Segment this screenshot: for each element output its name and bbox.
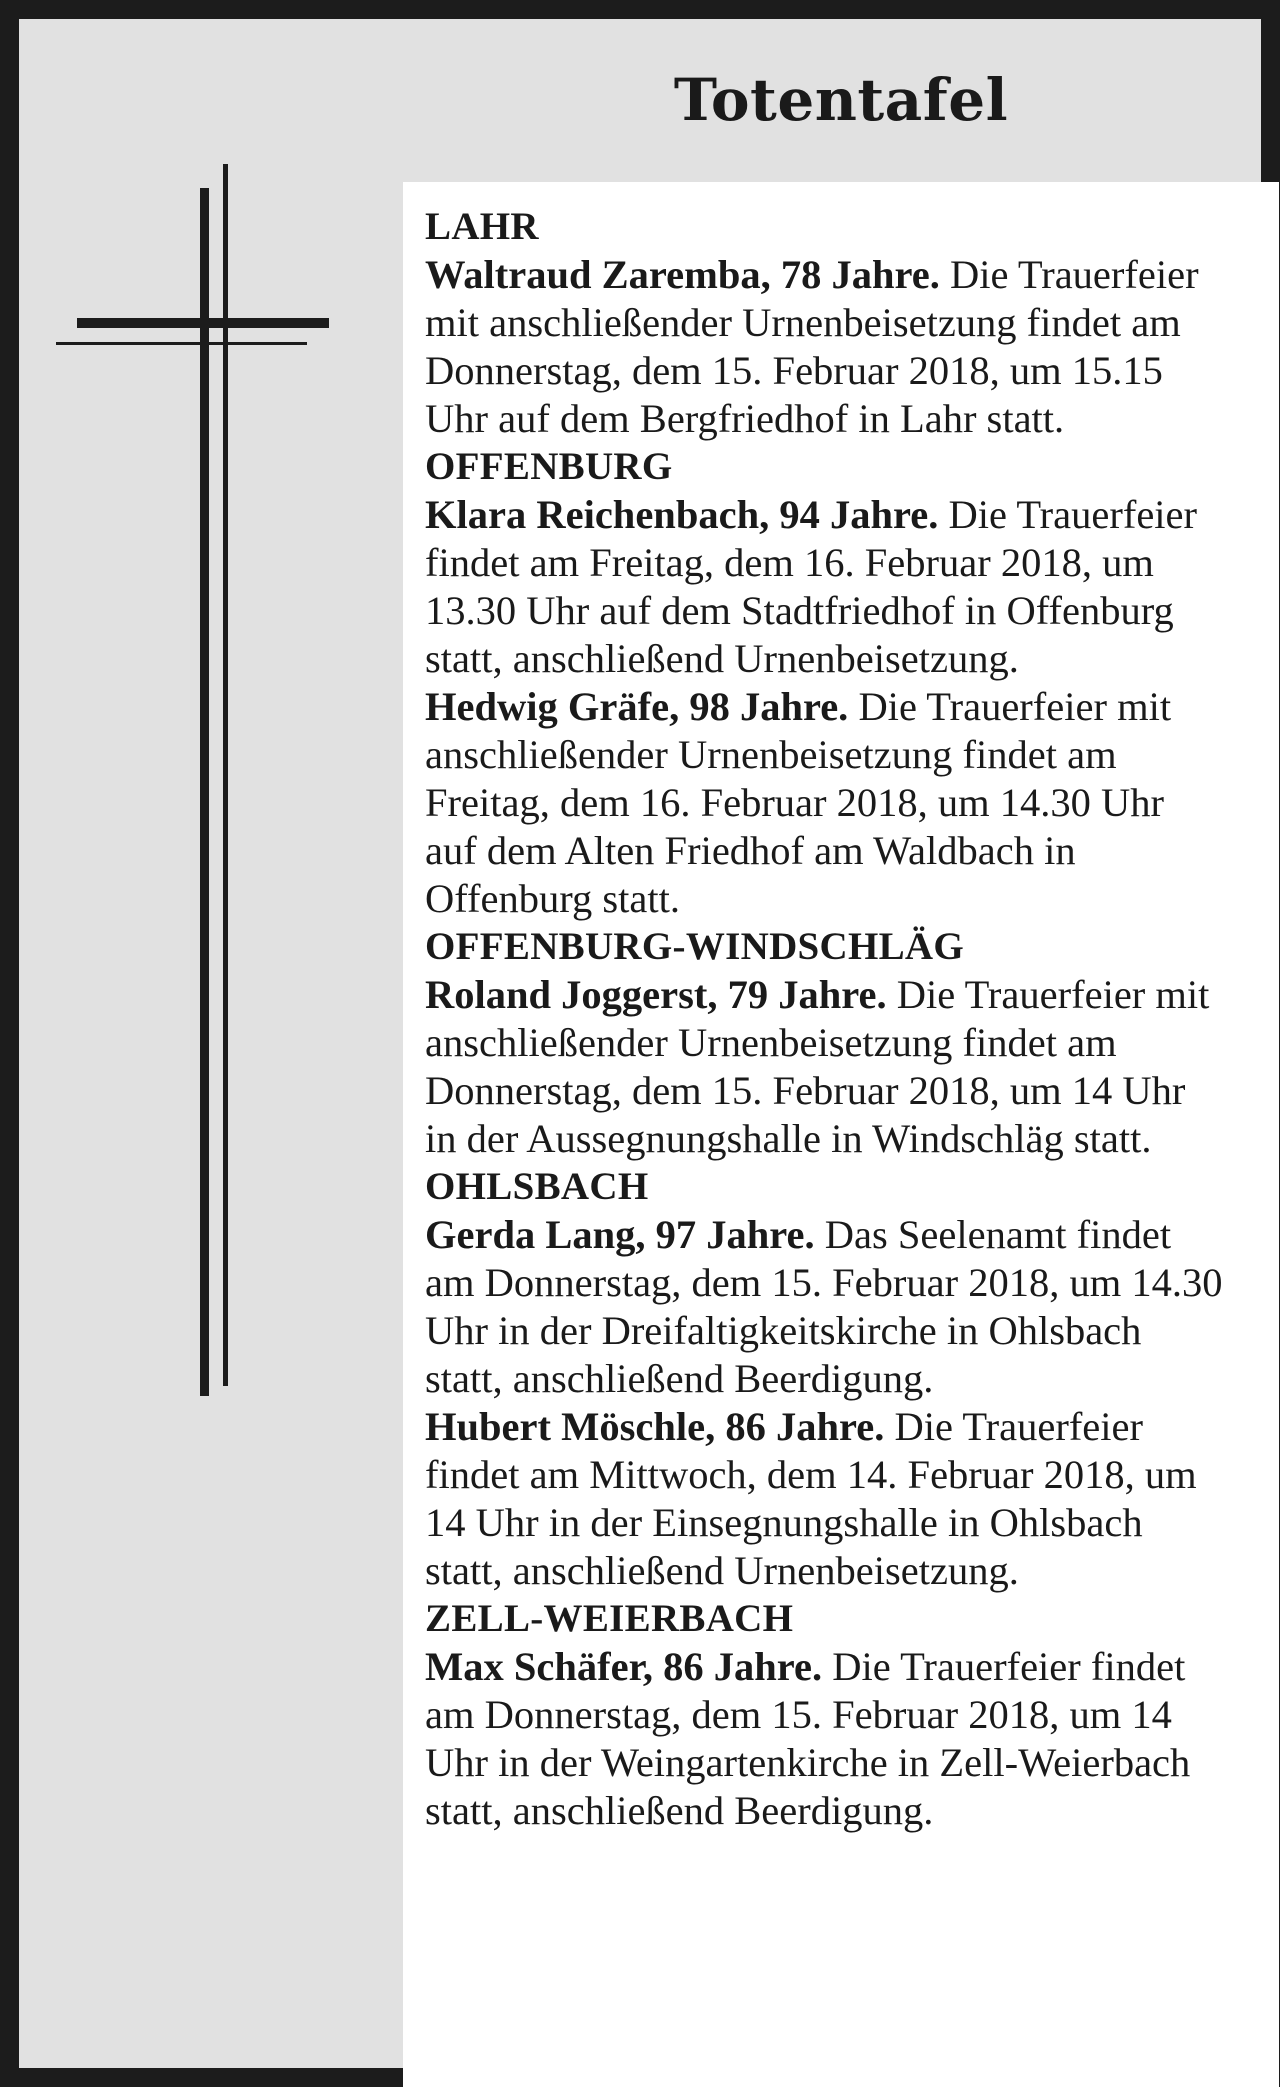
deceased-name: Hedwig Gräfe, 98 Jahre. — [425, 684, 849, 729]
deceased-name: Waltraud Zaremba, 78 Jahre. — [425, 252, 940, 297]
funeral-details: Das Seelenamt findet am Donnerstag, dem 15. Februar 2018, um 14.30 Uhr in der Dreifaltigkeitskirche in Ohlsbach statt, anschließend Beerdigung. — [425, 1212, 1223, 1401]
funeral-details: Die Trauerfeier mit anschließender Urnenbeisetzung findet am Donnerstag, dem 15. Februar 2018, um 15.15 Uhr auf dem Bergfriedhof in Lahr statt. — [425, 252, 1199, 441]
section-place-heading: OFFENBURG-WINDSCHLÄG — [425, 925, 965, 968]
deceased-name: Gerda Lang, 97 Jahre. — [425, 1212, 815, 1257]
funeral-details: Die Trauerfeier findet am Donnerstag, dem 15. Februar 2018, um 14 Uhr in der Weingartenkirche in Zell-Weierbach statt, anschließend Beerdigung. — [425, 1644, 1191, 1833]
cross-vertical-bar-left — [200, 188, 209, 1396]
obituary-list — [425, 203, 1225, 1835]
section-place-heading: ZELL-WEIERBACH — [425, 1597, 794, 1640]
cross-horizontal-bar-thick — [77, 318, 329, 328]
cross-icon — [19, 19, 403, 1519]
section-place-heading: LAHR — [425, 205, 539, 248]
funeral-details: Die Trauerfeier findet am Mittwoch, dem 14. Februar 2018, um 14 Uhr in der Einsegnungshalle in Ohlsbach statt, anschließend Urnenbeisetzung. — [425, 1404, 1197, 1593]
obituary-entry — [425, 683, 1225, 923]
deceased-name: Max Schäfer, 86 Jahre. — [425, 1644, 823, 1689]
deceased-name: Klara Reichenbach, 94 Jahre. — [425, 492, 939, 537]
funeral-details: Die Trauerfeier mit anschließender Urnenbeisetzung findet am Freitag, dem 16. Februar 2018, um 14.30 Uhr auf dem Alten Friedhof am Waldbach in Offenburg statt. — [425, 684, 1172, 921]
funeral-details: Die Trauerfeier findet am Freitag, dem 16. Februar 2018, um 13.30 Uhr auf dem Stadtfriedhof in Offenburg statt, anschließend Urnenbeisetzung. — [425, 492, 1198, 681]
obituary-entry — [425, 1211, 1225, 1403]
obituary-entry — [425, 251, 1225, 443]
obituary-entry — [425, 1643, 1225, 1835]
section-place-heading: OFFENBURG — [425, 445, 673, 488]
cross-horizontal-bar-thin — [56, 342, 307, 345]
deceased-name: Roland Joggerst, 79 Jahre. — [425, 972, 887, 1017]
funeral-details: Die Trauerfeier mit anschließender Urnenbeisetzung findet am Donnerstag, dem 15. Februar 2018, um 14 Uhr in der Aussegnungshalle in Windschläg statt. — [425, 972, 1210, 1161]
section-place-heading: OHLSBACH — [425, 1165, 649, 1208]
page-title: Totentafel — [673, 66, 1009, 134]
obituary-entry — [425, 491, 1225, 683]
cross-vertical-bar-right — [223, 164, 228, 1386]
deceased-name: Hubert Möschle, 86 Jahre. — [425, 1404, 885, 1449]
obituary-entry — [425, 971, 1225, 1163]
obituary-entry — [425, 1403, 1225, 1595]
